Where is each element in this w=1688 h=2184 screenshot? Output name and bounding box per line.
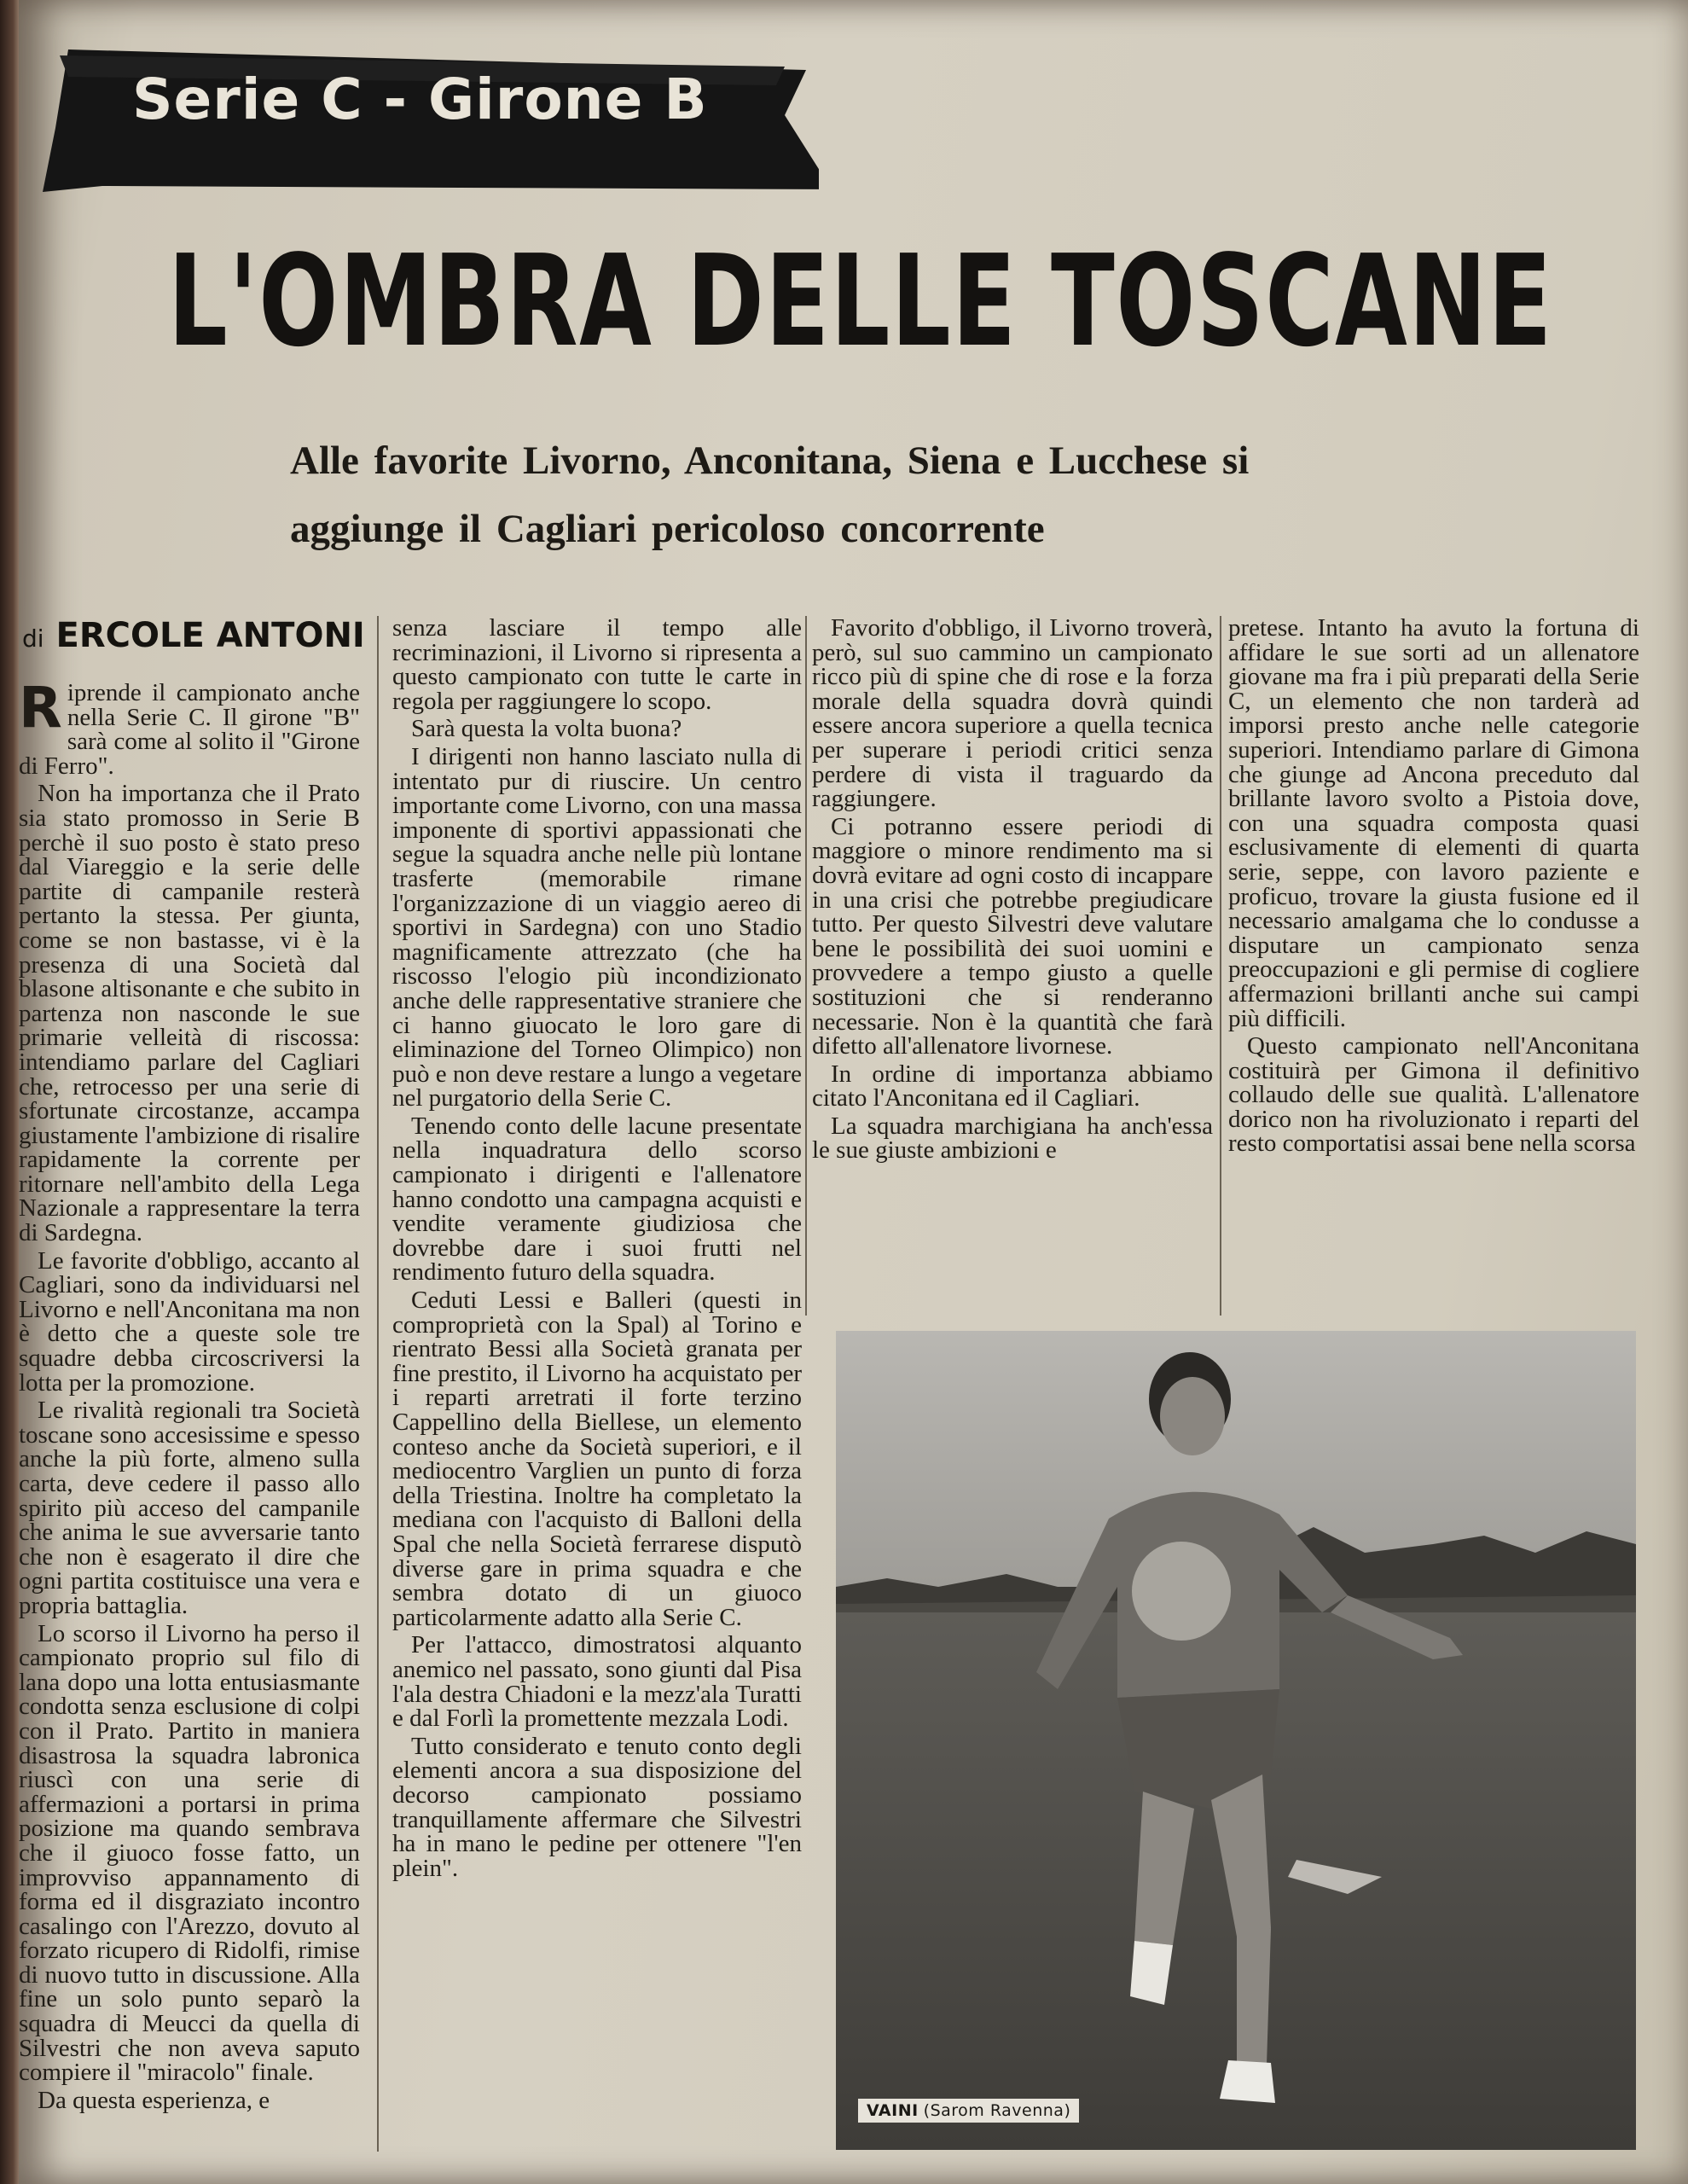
paragraph: Lo scorso il Livorno ha perso il campionato proprio sul filo di lana dopo una lotta entusiasmante condotta senza esclusione di colpi con il Prato. Partito in maniera disastrosa la squadra labronica riuscì con una serie di affermazioni a portarsi in prima posizione ma quando sembrava che il giuoco fosse fatto, un improvviso appannamento di forma ed il disgraziato incontro casalingo con l'Arezzo, dovuto al forzato ricupero di Ridolfi, rimise di nuovo tutto in discussione. Alla fine un solo punto separò la squadra di Meucci da quella di Silvestri che non aveva saputo compiere il "miracolo" finale. — [19, 1619, 360, 2087]
paragraph: Tutto considerato e tenuto conto degli elementi ancora a sua disposizione del decorso campionato possiamo tranquillamente affermare che Silvestri ha in mano le pedine per ottenere "l'en plein". — [392, 1732, 802, 1882]
caption-player-name: VAINI — [867, 2101, 919, 2120]
paragraph: Sarà questa la volta buona? — [411, 715, 682, 743]
column-divider — [377, 616, 379, 2152]
magazine-page — [19, 0, 1688, 2184]
byline — [22, 616, 365, 659]
paragraph: I dirigenti non hanno lasciato nulla di intentato pur di riuscire. Un centro importante come Livorno, con una massa imponente di sportivi appassionati che segue la squadra anche nelle più lontane trasferte (memorabile rimane l'organizzazione di un viaggio aereo di sportivi in Sardegna) con uno Stadio magnificamente attrezzato (che ha riscosso l'elogio più incondizionato anche delle rappresentative straniere che ci hanno giuocato le loro gare di eliminazione del Torneo Olimpico) non può e non deve restare a lungo a vegetare nel purgatorio della Serie C. — [392, 742, 802, 1112]
paragraph: La squadra marchigiana ha anch'essa le sue giuste ambizioni e — [812, 1112, 1213, 1165]
caption-team: (Sarom Ravenna) — [923, 2101, 1071, 2120]
byline-prefix: di — [22, 624, 44, 653]
paragraph: Ci potranno essere periodi di maggiore o minore rendimento ma si dovrà evitare ad ogni costo di incappare in una crisi che potrebbe pregiudicare tutto. Per questo Silvestri deve valutare bene le possibilità dei suoi uomini e provvedere a tempo giusto a quelle sostituzioni che si renderanno necessarie. Non è la quantità che farà difetto all'allenatore livornese. — [812, 812, 1213, 1060]
player-photo — [836, 1331, 1636, 2150]
paragraph: In ordine di importanza abbiamo citato l'Anconitana ed il Cagliari. — [812, 1060, 1213, 1112]
player-photo-image — [836, 1331, 1636, 2150]
paragraph: Le favorite d'obbligo, accanto al Cagliari, sono da individuarsi nel Livorno e nell'Anconitana ma non è detto che a queste sole tre squadre debba circoscriversi la lotta per la promozione. — [19, 1246, 360, 1397]
subheadline: Alle favorite Livorno, Anconitana, Siena e Lucchese si aggiunge il Cagliari pericoloso concorrente — [290, 439, 1250, 551]
section-banner — [34, 34, 819, 192]
article-column-3 — [812, 616, 1213, 1163]
article-column-4 — [1228, 616, 1639, 1156]
column-divider — [1220, 616, 1221, 1316]
paragraph: Favorito d'obbligo, il Livorno troverà, però, sul suo cammino un campionato ricco più di spine che di rose e la forza morale della squadra dovrà quindi essere ancora superiore a quella tecnica per superare i periodi critici senza perdere di vista il traguardo da raggiungere. — [812, 614, 1213, 813]
byline-author: ERCOLE ANTONI — [55, 616, 365, 655]
headline: L'OMBRA DELLE TOSCANE — [168, 228, 1553, 375]
paragraph: Le rivalità regionali tra Società toscane sono accesissime e spesso anche la più forte, almeno sulla carta, deve cedere il passo allo spirito più acceso del campanile che anima le sue avversarie tanto che non è esagerato il dire che ogni partita costituisce una vera e propria battaglia. — [19, 1397, 360, 1619]
paragraph: Per l'attacco, dimostratosi alquanto anemico nel passato, sono giunti dal Pisa l'ala destra Chiadoni e la mezz'ala Turatti e dal Forlì la promettente mezzala Lodi. — [392, 1631, 802, 1733]
paragraph: senza lasciare il tempo alle recriminazioni, il Livorno si ripresenta a questo campionato con tutte le carte in regola per raggiungere lo scopo. — [392, 614, 802, 715]
book-spine — [0, 0, 19, 2184]
article-column-2 — [392, 616, 802, 1880]
article-column-1 — [19, 616, 365, 2114]
paragraph: Non ha importanza che il Prato sia stato promosso in Serie B perchè il suo posto è stato preso dal Viareggio e la serie delle partite di campanile resterà pertanto la stessa. Per giunta, come se non bastasse, vi è la presenza di una Società dal blasone altisonante e che subito in partenza non nasconde le sue primarie velleità di riscossa: intendiamo parlare del Cagliari che, retrocesso per una serie di sfortunate circostanze, accampa giustamente l'ambizione di risalire rapidamente la corrente per ritornare nell'ambito della Lega Nazionale a rappresentare la terra di Sardegna. — [19, 780, 360, 1247]
paragraph: pretese. Intanto ha avuto la fortuna di affidare le sue sorti ad un allenatore giovane ma fra i più preparati della Serie C, un elemento che non tarderà ad imporsi presto anche nelle categorie superiori. Intendiamo parlare di Gimona che giunge ad Ancona preceduto dal brillante lavoro svolto a Pistoia dove, con una squadra composta quasi esclusivamente di elementi di quarta serie, seppe, con lavoro paziente e proficuo, trovare la giusta fusione ed il necessario amalgama che lo condusse a disputare un campionato senza preoccupazioni e gli permise di cogliere affermazioni brillanti anche sui campi più difficili. — [1228, 614, 1639, 1032]
paragraph: Riprende il campionato anche nella Serie C. Il girone "B" sarà come al solito il "Girone di Ferro". — [19, 675, 360, 780]
paragraph: Da questa esperienza, e — [38, 2086, 270, 2114]
drop-cap: R — [19, 675, 62, 741]
column-divider — [805, 616, 807, 1316]
paragraph: Ceduti Lessi e Balleri (questi in comproprietà con la Spal) al Torino e rientrato Bessi alla Società granata per fine prestito, il Livorno ha acquistato per i reparti arretrati il forte terzino Cappellino della Biellese, un elemento conteso anche da Società superiori, e il mediocentro Varglien un punto di forza della Triestina. Inoltre ha completato la mediana con l'acquisto di Balloni della Spal che nella Società ferrarese disputò diverse gare in prima squadra e che sembra dotato di un giuoco particolarmente adatto alla Serie C. — [392, 1287, 802, 1631]
photo-caption — [858, 2099, 1079, 2123]
paragraph: Tenendo conto delle lacune presentate nella inquadratura dello scorso campionato i dirigenti e l'allenatore hanno condotto una campagna acquisti e vendite veramente giudiziosa che dovrebbe dare i suoi frutti nel rendimento futuro della squadra. — [392, 1112, 802, 1287]
paragraph: Questo campionato nell'Anconitana costituirà per Gimona il definitivo collaudo delle sue qualità. L'allenatore dorico non ha rivoluzionato i reparti del resto comportatisi assai bene nella scorsa — [1228, 1032, 1639, 1158]
section-banner-text: Serie C - Girone B — [132, 67, 708, 132]
